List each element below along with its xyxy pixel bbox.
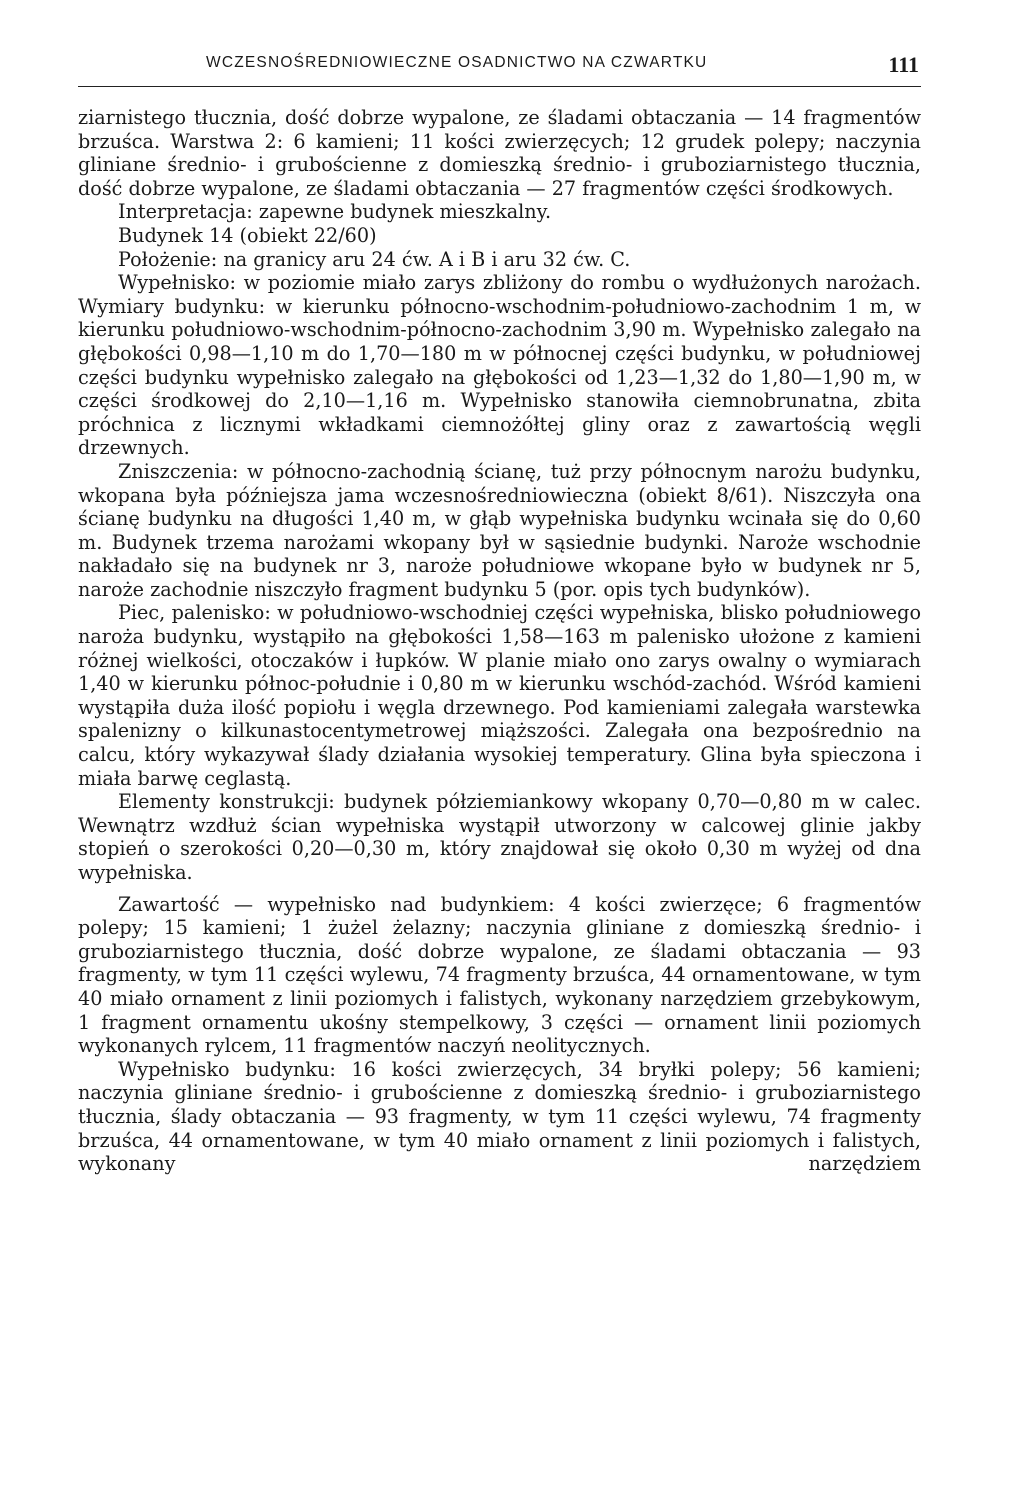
running-title: WCZESNOŚREDNIOWIECZNE OSADNICTWO NA CZWARTKU: [206, 54, 708, 71]
paragraph-wypelnisko: Wypełnisko: w poziomie miało zarys zbliżony do rombu o wydłużonych narożach. Wymiary budynku: w kierunku północno-wschodnim-południowo-zachodnim 1 m, w kierunku południowo-wschodnim-północno-zachodnim 3,90 m. Wypełnisko zalegało na głębokości 0,98—1,10 m do 1,70—180 m w północnej części budynku, w południowej części budynku wypełnisko zalegało na głębokości od 1,23—1,32 do 1,80—1,90 m, w części środkowej do 2,10—1,16 m. Wypełnisko stanowiła ciemnobrunatna, zbita próchnica z licznymi wkładkami ciemnożółtej gliny oraz z zawartością węgli drzewnych.: [78, 271, 921, 460]
paragraph-wypelnisko-budynku: Wypełnisko budynku: 16 kości zwierzęcych, 34 bryłki polepy; 56 kamieni; naczynia gliniane średnio- i grubościenne z domieszką średnio- i gruboziarnistego tłucznia, ślady obtaczania — 93 fragmenty, w tym 11 części wylewu, 74 fragmenty brzuśca, 44 ornamentowane, w tym 40 miało ornament z linii poziomych i falistych, wykonany narzędziem: [78, 1057, 921, 1176]
paragraph-piec-palenisko: Piec, palenisko: w południowo-wschodniej części wypełniska, blisko południowego naroża budynku, wystąpiło na głębokości 1,58—163 m palenisko ułożone z kamieni różnej wielkości, otoczaków i łupków. W planie miało ono zarys owalny o wymiarach 1,40 w kierunku północ-południe i 0,80 m w kierunku wschód-zachód. Wśród kamieni wystąpiła duża ilość popiołu i węgla drzewnego. Pod kamieniami zalegała warstewka spalenizny o kilkunastocentymetrowej miąższości. Zalegała ona bezpośrednio na calcu, który wykazywał ślady działania wysokiej temperatury. Glina była spieczona i miała barwę ceglastą.: [78, 601, 921, 790]
paragraph-elementy-konstrukcji: Elementy konstrukcji: budynek półziemiankowy wkopany 0,70—0,80 m w calec. Wewnątrz wzdłuż ścian wypełniska wystąpił utworzony w calcowej glinie jakby stopień o szerokości 0,20—0,30 m, który znajdował się około 0,30 m wyżej od dna wypełniska.: [78, 790, 921, 884]
running-header: [78, 52, 921, 87]
paragraph-warstwa: ziarnistego tłucznia, dość dobrze wypalone, ze śladami obtaczania — 14 fragmentów brzuśca. Warstwa 2: 6 kamieni; 11 kości zwierzęcych; 12 grudek polepy; naczynia gliniane średnio- i grubościenne z domieszką średnio- i gruboziarnistego tłucznia, dość dobrze wypalone, ze śladami obtaczania — 27 fragmentów części środkowych.: [78, 106, 921, 200]
page-number: 111: [888, 52, 919, 77]
paragraph-zniszczenia: Zniszczenia: w północno-zachodnią ścianę, tuż przy północnym narożu budynku, wkopana była późniejsza jama wczesnośredniowieczna (obiekt 8/61). Niszczyła ona ścianę budynku na długości 1,40 m, w głąb wypełniska budynku wcinała się do 0,60 m. Budynek trzema narożami wkopany był w sąsiednie budynki. Naroże wschodnie nakładało się na budynek nr 3, naroże południowe wkopane było w budynek nr 5, naroże zachodnie niszczyło fragment budynku 5 (por. opis tych budynków).: [78, 459, 921, 601]
paragraph-budynek-heading: Budynek 14 (obiekt 22/60): [118, 223, 377, 247]
body-text: [78, 106, 921, 1176]
paragraph-zawartosc: Zawartość — wypełnisko nad budynkiem: 4 kości zwierzęce; 6 fragmentów polepy; 15 kamieni; 1 żużel żelazny; naczynia gliniane z domieszką średnio- i gruboziarnistego tłucznia, dość dobrze wypalone, ze śladami obtaczania — 93 fragmenty, w tym 11 części wylewu, 74 fragmenty brzuśca, 44 ornamentowane, w tym 40 miało ornament z linii poziomych i falistych, wykonany narzędziem grzebykowym, 1 fragment ornamentu ukośny stempelkowy, 3 części — ornament linii poziomych wykonanych rylcem, 11 fragmentów naczyń neolitycznych.: [78, 892, 921, 1058]
paragraph-polozenie: Położenie: na granicy aru 24 ćw. A i B i aru 32 ćw. C.: [118, 247, 631, 271]
paragraph-interpretacja: Interpretacja: zapewne budynek mieszkalny.: [118, 200, 552, 224]
